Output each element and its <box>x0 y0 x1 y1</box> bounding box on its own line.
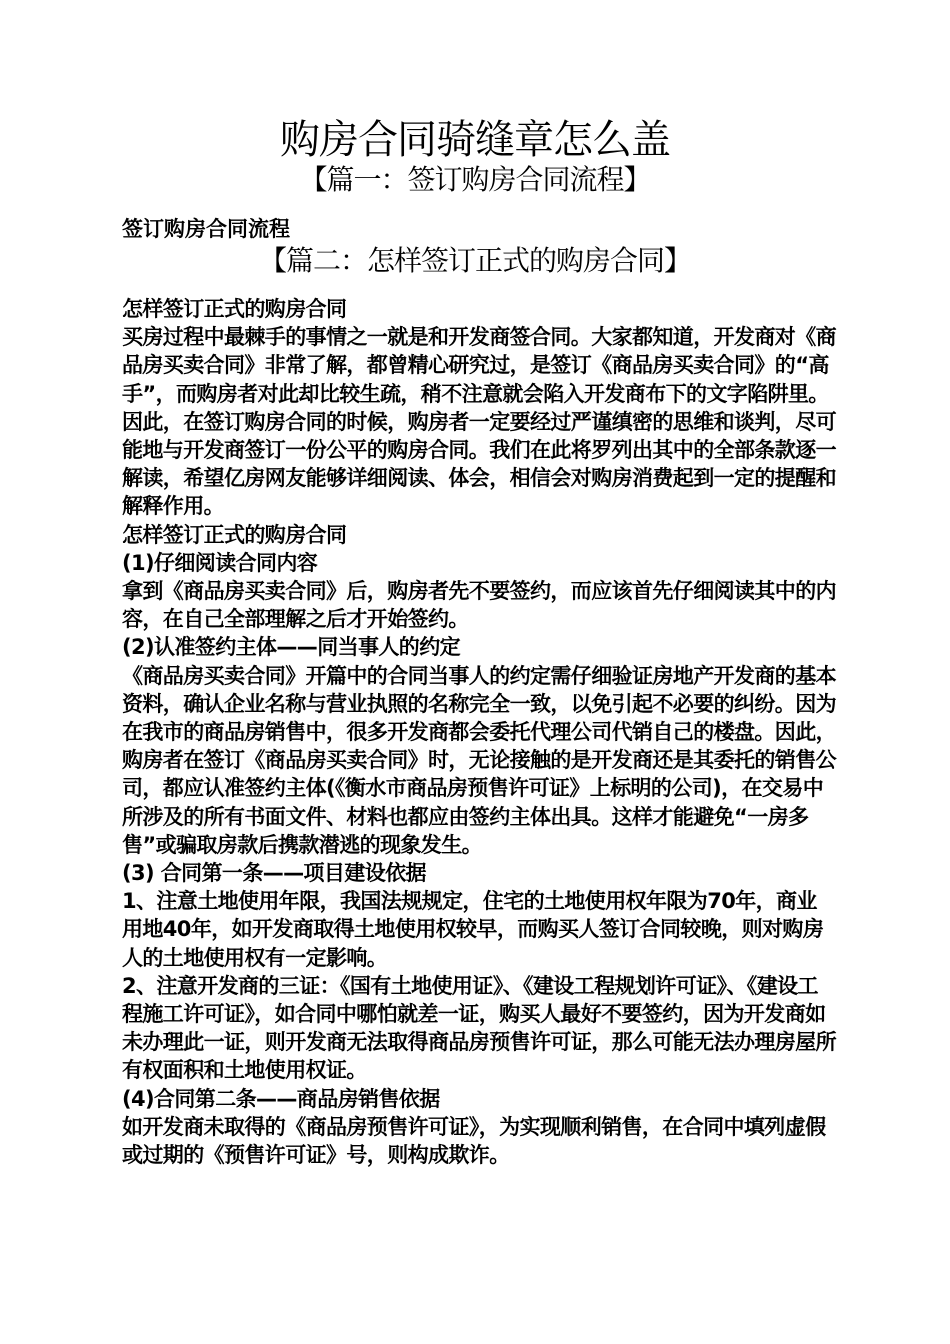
paragraph: (1)仔细阅读合同内容 <box>122 550 318 575</box>
paragraph: 怎样签订正式的购房合同 <box>122 522 347 547</box>
paragraph: (3) 合同第一条——项目建设依据 <box>122 861 426 886</box>
paragraph: (2)认准签约主体——同当事人的约定 <box>122 635 461 660</box>
document-title: 购房合同骑缝章怎么盖 <box>280 117 670 163</box>
part2-body <box>116 295 836 1169</box>
paragraph: 拿到《商品房买卖合同》后，购房者先不要签约，而应该首先仔细阅读其中的内容，在自己全部理解之后才开始签约。 <box>122 579 836 632</box>
paragraph: (4)合同第二条——商品房销售依据 <box>122 1086 440 1111</box>
paragraph: 怎样签订正式的购房合同 <box>122 297 347 321</box>
part2-heading: 【篇二：怎样签订正式的购房合同】 <box>258 244 691 277</box>
paragraph: 2、注意开发商的三证：《国有土地使用证》、《建设工程规划许可证》、《建设工程施工许可证》，如合同中哪怕就差一证，购买人最好不要签约，因为开发商如未办理此一证，则开发商无法取得商品房预售许可证，那么可能无法办理房屋所有权面积和土地使用权证。 <box>122 973 836 1083</box>
paragraph: 买房过程中最棘手的事情之一就是和开发商签合同。大家都知道，开发商对《商品房买卖合同》非常了解，都曾精心研究过，是签订《商品房买卖合同》的“高手”，而购房者对此却比较生疏，稍不注意就会陷入开发商布下的文字陷阱里。因此，在签订购房合同的时候，购房者一定要经过严谨缜密的思维和谈判，尽可能地与开发商签订一份公平的购房合同。我们在此将罗列出其中的全部条款逐一解读，希望亿房网友能够详细阅读、体会，相信会对购房消费起到一定的提醒和解释作用。 <box>122 325 836 519</box>
paragraph: 《商品房买卖合同》开篇中的合同当事人的约定需仔细验证房地产开发商的基本资料，确认企业名称与营业执照的名称完全一致，以免引起不必要的纠纷。因为在我市的商品房销售中，很多开发商都会委托代理公司代销自己的楼盘。因此，购房者在签订《商品房买卖合同》时，无论接触的是开发商还是其委托的销售公司，都应认准签约主体(《衡水市商品房预售许可证》上标明的公司)，在交易中所涉及的所有书面文件、材料也都应由签约主体出具。这样才能避免“一房多售”或骗取房款后携款潜逃的现象发生。 <box>122 663 836 857</box>
part1-heading: 【篇一：签订购房合同流程】 <box>299 163 651 196</box>
part1-label: 签订购房合同流程 <box>122 217 290 241</box>
paragraph: 如开发商未取得的《商品房预售许可证》，为实现顺利销售，在合同中填列虚假或过期的《预售许可证》号，则构成欺诈。 <box>122 1114 826 1168</box>
paragraph: 1、注意土地使用年限，我国法规规定，住宅的土地使用权年限为70年，商业用地40年，如开发商取得土地使用权较早，而购买人签订合同较晚，则对购房人的土地使用权有一定影响。 <box>122 889 824 970</box>
